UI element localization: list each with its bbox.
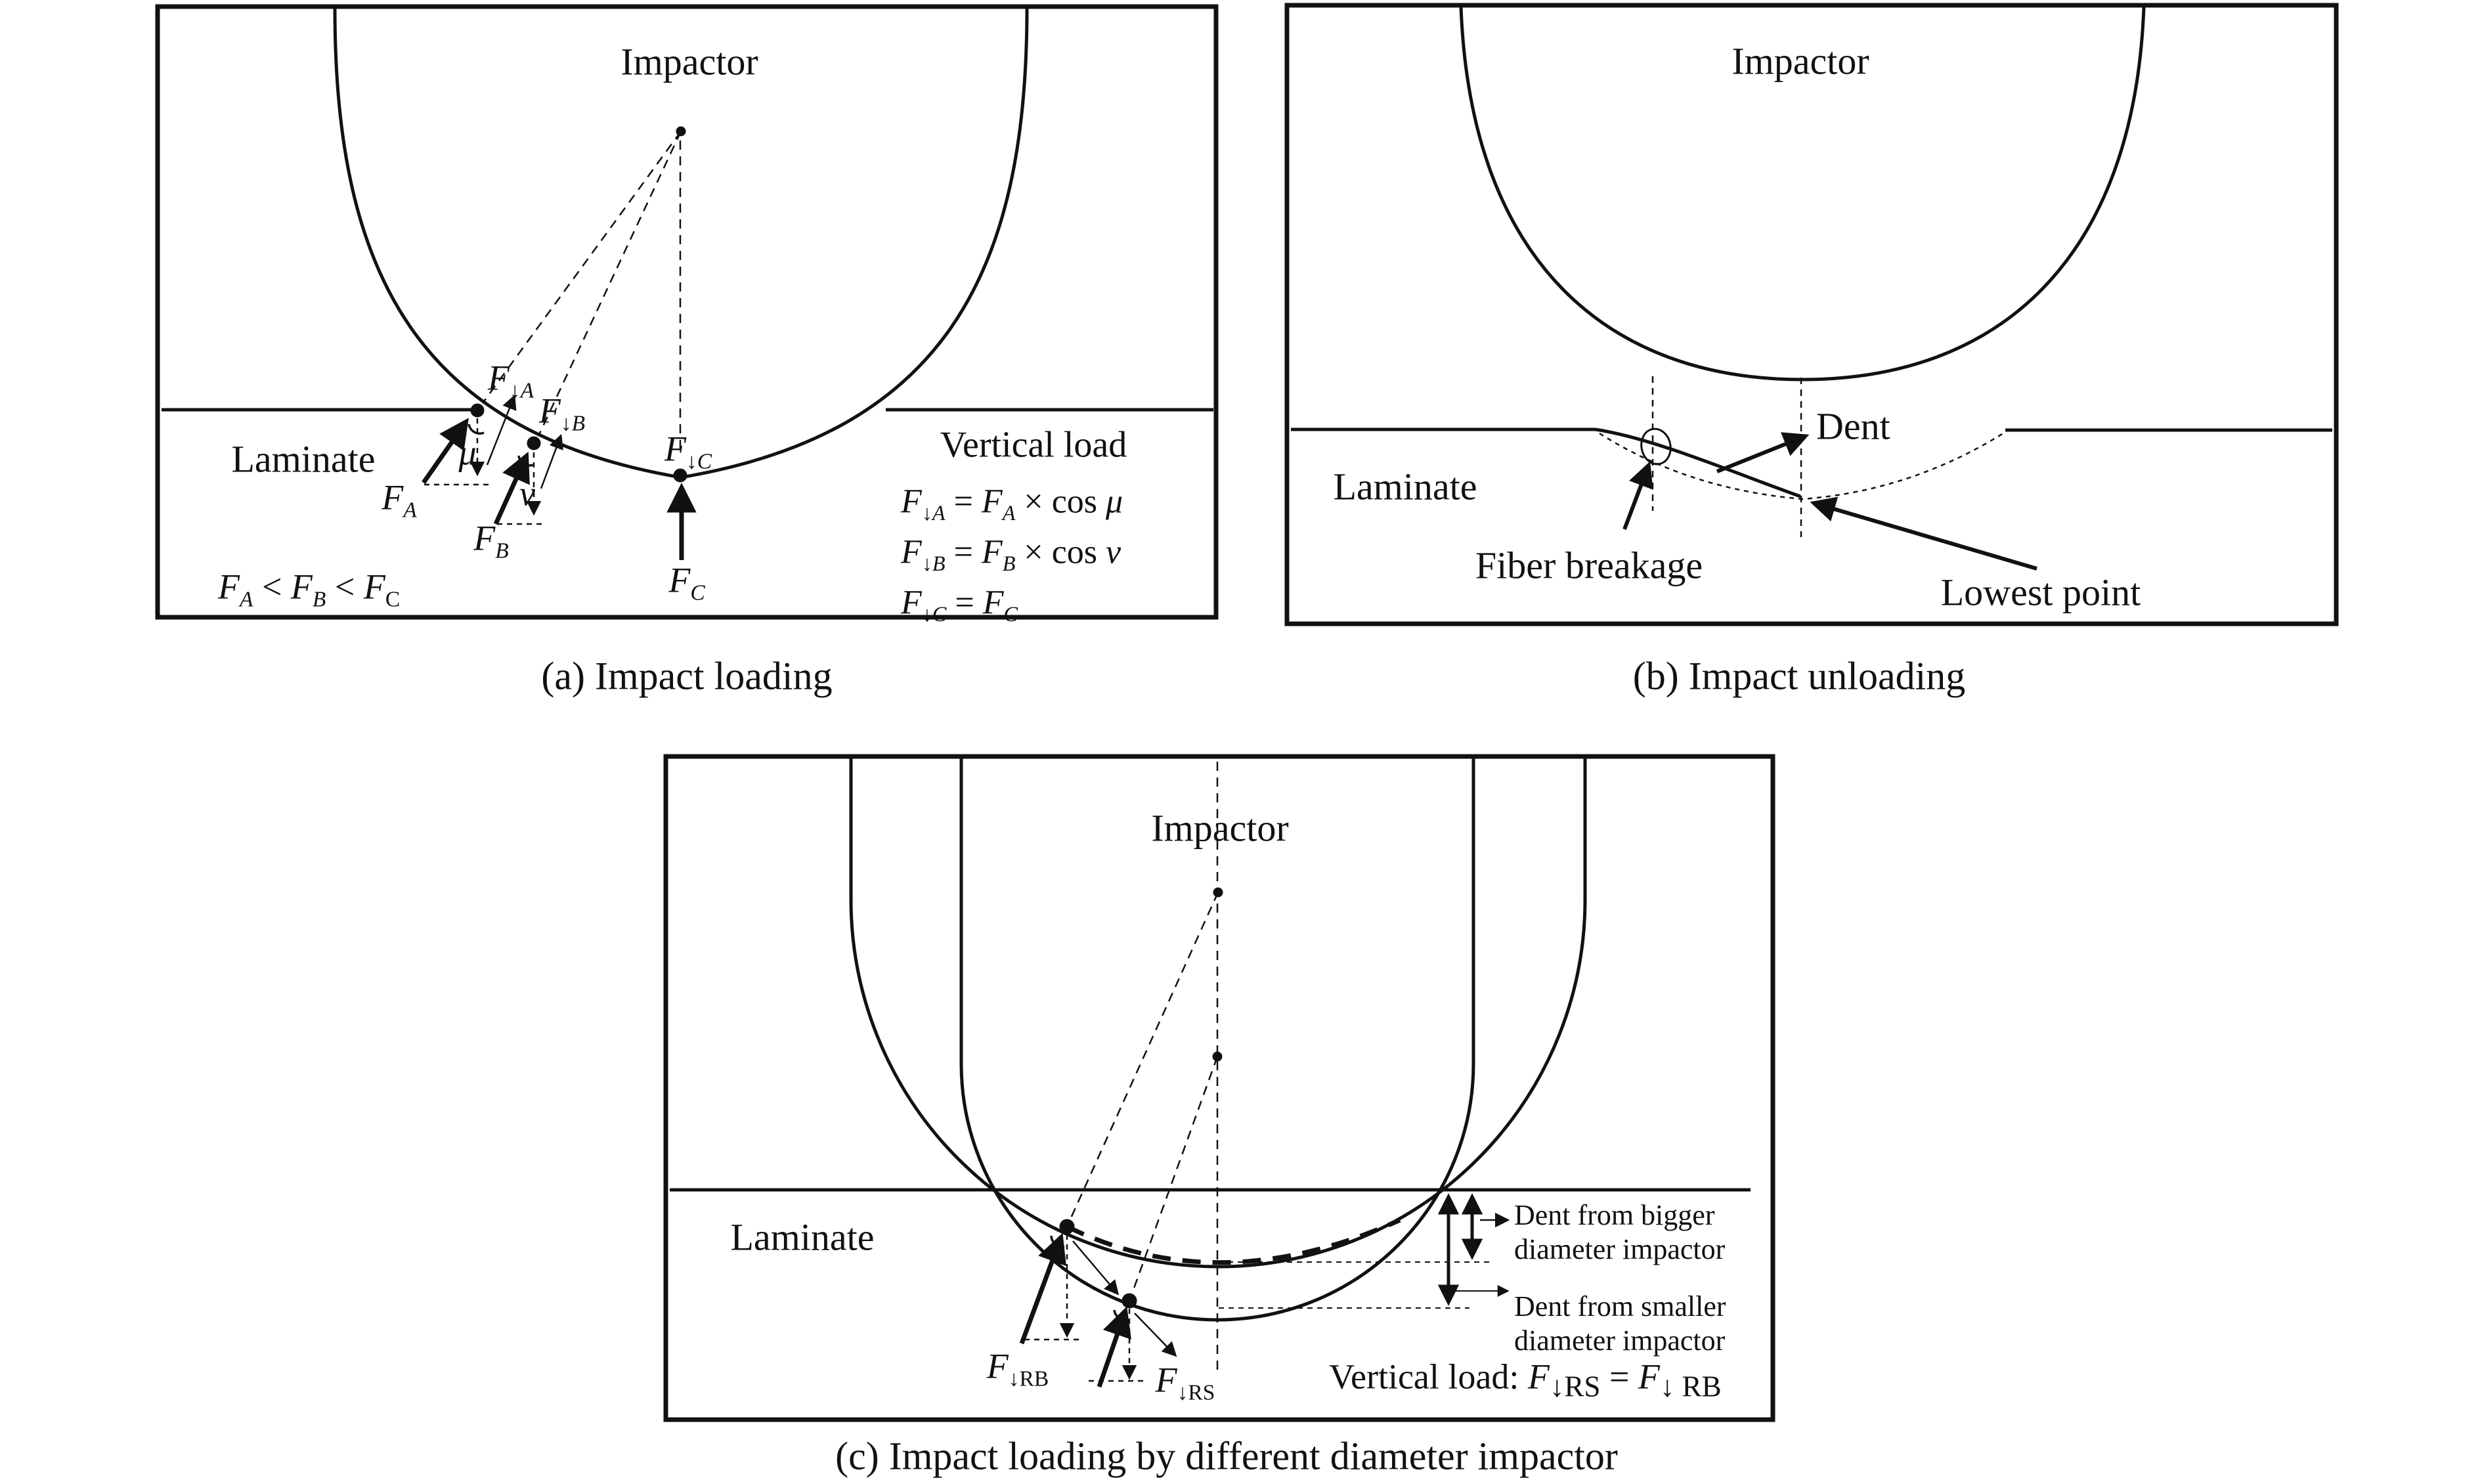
contact-dot-rb (1060, 1219, 1074, 1234)
dent-smaller-annotation-line1: Dent from smaller (1514, 1290, 1726, 1323)
caption-a: (a) Impact loading (541, 654, 833, 698)
laminate-label-a: Laminate (231, 437, 376, 481)
fiber-breakage-label: Fiber breakage (1475, 544, 1703, 587)
force-arrow-frb (1022, 1237, 1061, 1343)
lowest-point-label: Lowest point (1940, 571, 2141, 614)
vertical-load-title-a: Vertical load (940, 424, 1127, 466)
dent-profile-dashed (1600, 432, 2005, 499)
panel-a-border (158, 7, 1216, 617)
force-label-f-c: $F_C$ (668, 560, 705, 605)
caption-b: (b) Impact unloading (1632, 654, 1966, 698)
dent-bigger-annotation-line2: diameter impactor (1514, 1233, 1726, 1266)
contact-dot-b (527, 437, 540, 450)
force-label-f-b: $F_B$ (473, 518, 509, 563)
fiber-breakage-pointer-arrow (1624, 465, 1649, 529)
panel-b-graphics (1287, 5, 2336, 624)
angle-label-mu: μ (458, 433, 477, 473)
normal-thin-arrow-b (541, 436, 561, 489)
panel-b-border (1287, 5, 2336, 624)
vertical-load-equation-c: Vertical load: $F_{↓RS} = F_{↓ RB}$ (1329, 1357, 1722, 1403)
equation-f-down-a: $F_{↓A} = F_A \times \cos \mu$ (901, 483, 1123, 525)
impactor-title-b: Impactor (1731, 39, 1869, 83)
inequality-label: $F_A < F_B < F_C$ (218, 567, 401, 612)
load-thin-arrow-rs (1135, 1313, 1175, 1355)
force-label-f-a: $F_A$ (381, 477, 417, 523)
impactor-title-a: Impactor (620, 40, 758, 83)
lowest-point-pointer-arrow (1814, 503, 2037, 569)
dent-bigger-annotation-line1: Dent from bigger (1514, 1199, 1715, 1232)
laminate-label-b: Laminate (1333, 465, 1477, 508)
dent-pointer-arrow (1717, 436, 1806, 471)
impactor-center-dot-smaller (1213, 1052, 1222, 1061)
equation-f-down-c: $F_{↓C} = F_C$ (901, 584, 1018, 626)
dent-label: Dent (1816, 404, 1890, 448)
contact-dot-a (471, 404, 484, 417)
load-thin-arrow-rb (1073, 1241, 1118, 1294)
laminate-label-c: Laminate (730, 1215, 875, 1259)
force-label-f-down-b: $F_{↓B}$ (538, 391, 586, 436)
panel-a-graphics (158, 7, 1216, 617)
force-label-f-down-rs: $F_{↓RS}$ (1155, 1360, 1215, 1405)
equation-f-down-b: $F_{↓B} = F_B \times \cos v$ (901, 533, 1121, 575)
impactor-center-dot-a (676, 127, 686, 136)
impactor-center-dot-bigger (1213, 888, 1223, 897)
force-arrow-frs (1099, 1311, 1125, 1387)
dent-profile-solid (1596, 429, 1800, 496)
angle-arc-mu (469, 424, 484, 433)
angle-label-v: v (519, 473, 535, 513)
contact-dot-rs (1122, 1294, 1137, 1308)
force-label-f-down-c: $F_{↓C}$ (664, 429, 712, 474)
force-label-f-down-rb: $F_{↓RB}$ (986, 1346, 1049, 1391)
radius-dashed-to-b (538, 131, 681, 436)
impactor-title-c: Impactor (1151, 806, 1289, 850)
caption-c: (c) Impact loading by different diameter impactor (835, 1434, 1618, 1478)
force-label-f-down-a: $F_{↓A}$ (487, 358, 534, 403)
radius-dashed-to-rb (1070, 892, 1218, 1219)
dent-smaller-annotation-line2: diameter impactor (1514, 1324, 1726, 1357)
